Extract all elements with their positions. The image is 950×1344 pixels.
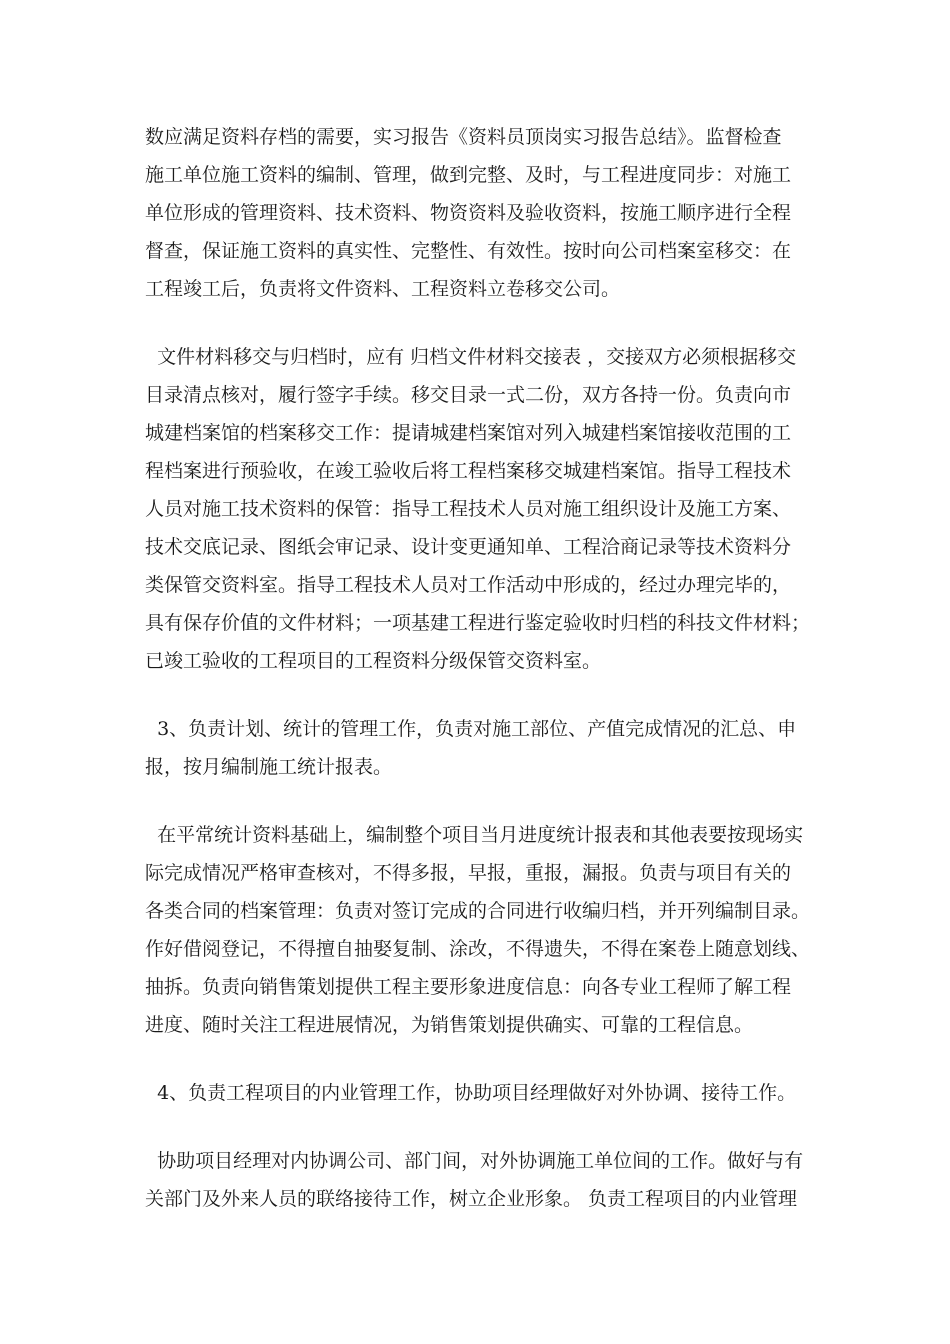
paragraph-3 [145,710,813,786]
text-line: 3、负责计划、统计的管理工作，负责对施工部位、产值完成情况的汇总、申 [145,718,797,740]
text-line: 单位形成的管理资料、技术资料、物资资料及验收资料，按施工顺序进行全程 [145,202,792,224]
text-line: 作好借阅登记，不得擅自抽娶复制、涂改，不得遗失，不得在案卷上随意划线、 [145,938,811,960]
text-line: 督查，保证施工资料的真实性、完整性、有效性。按时向公司档案室移交：在 [145,240,792,262]
paragraph-5 [145,1074,813,1112]
text-line: 城建档案馆的档案移交工作：提请城建档案馆对列入城建档案馆接收范围的工 [145,422,792,444]
text-line: 已竣工验收的工程项目的工程资料分级保管交资料室。 [145,650,602,672]
text-line: 报，按月编制施工统计报表。 [145,756,393,778]
paragraph-gap [145,786,813,816]
text-line: 人员对施工技术资料的保管：指导工程技术人员对施工组织设计及施工方案、 [145,498,792,520]
text-line: 协助项目经理对内协调公司、部门间，对外协调施工单位间的工作。做好与有 [145,1150,804,1172]
paragraph-gap [145,680,813,710]
text-line: 具有保存价值的文件材料；一项基建工程进行鉴定验收时归档的科技文件材料； [145,612,811,634]
paragraph-gap [145,1112,813,1142]
paragraph-gap [145,1044,813,1074]
text-line: 际完成情况严格审查核对，不得多报，早报，重报，漏报。负责与项目有关的 [145,862,792,884]
text-line: 在平常统计资料基础上，编制整个项目当月进度统计报表和其他表要按现场实 [145,824,804,846]
text-line: 技术交底记录、图纸会审记录、设计变更通知单、工程洽商记录等技术资料分 [145,536,792,558]
text-line: 施工单位施工资料的编制、管理，做到完整、及时，与工程进度同步：对施工 [145,164,792,186]
text-line: 类保管交资料室。指导工程技术人员对工作活动中形成的，经过办理完毕的， [145,574,792,596]
text-line: 工程竣工后，负责将文件资料、工程资料立卷移交公司。 [145,278,621,300]
text-line: 4、负责工程项目的内业管理工作，协助项目经理做好对外协调、接待工作。 [145,1082,797,1104]
paragraph-gap [145,308,813,338]
document-body [145,118,813,1218]
text-line: 关部门及外来人员的联络接待工作，树立企业形象。 负责工程项目的内业管理 [145,1188,798,1210]
text-line: 各类合同的档案管理：负责对签订完成的合同进行收编归档，并开列编制目录。 [145,900,811,922]
paragraph-1 [145,118,813,308]
text-line: 数应满足资料存档的需要，实习报告《资料员顶岗实习报告总结》。监督检查 [145,126,782,148]
paragraph-2 [145,338,813,680]
text-line: 进度、随时关注工程进展情况，为销售策划提供确实、可靠的工程信息。 [145,1014,754,1036]
text-line: 程档案进行预验收，在竣工验收后将工程档案移交城建档案馆。指导工程技术 [145,460,792,482]
paragraph-6 [145,1142,813,1218]
text-line: 目录清点核对，履行签字手续。移交目录一式二份，双方各持一份。负责向市 [145,384,792,406]
text-line: 文件材料移交与归档时，应有 归档文件材料交接表 ，交接双方必须根据移交 [145,346,797,368]
paragraph-4 [145,816,813,1044]
text-line: 抽拆。负责向销售策划提供工程主要形象进度信息：向各专业工程师了解工程 [145,976,792,998]
